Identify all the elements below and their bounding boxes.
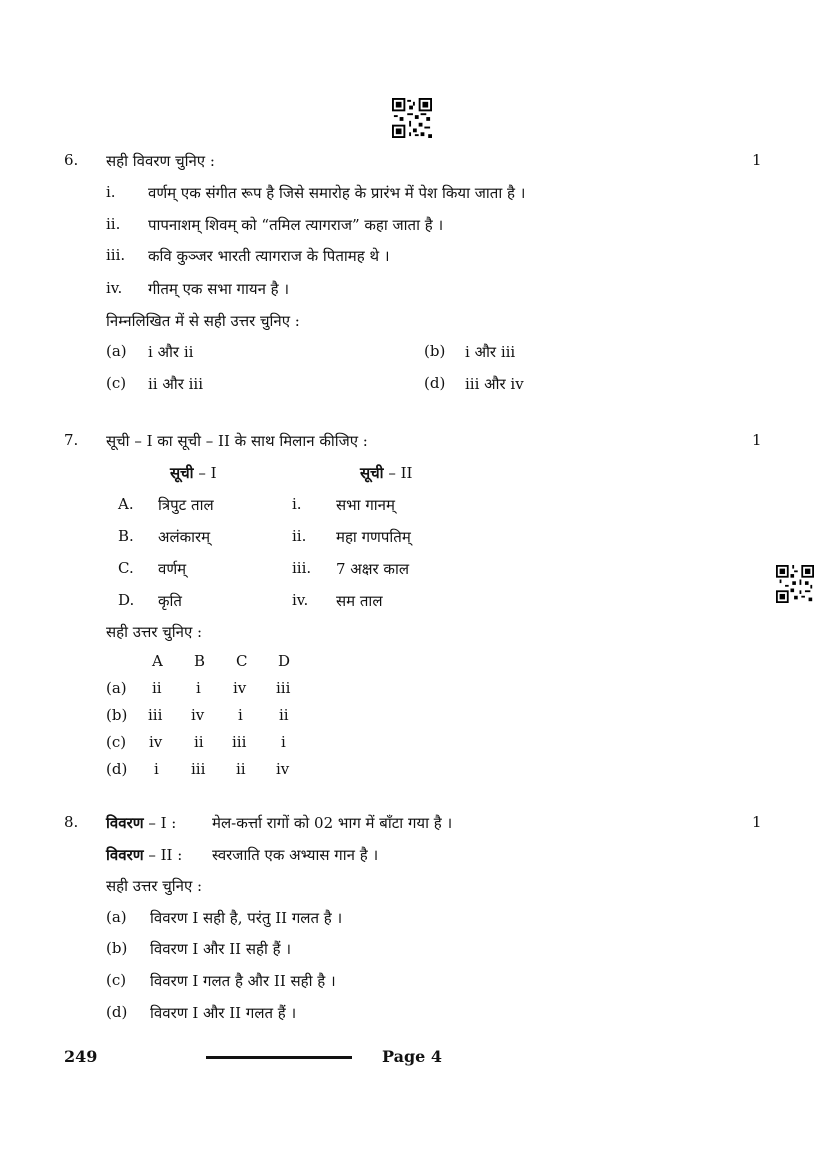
- q6-prompt: निम्नलिखित में से सही उत्तर चुनिए :: [106, 312, 300, 330]
- q7-grid-cell: iii: [191, 760, 206, 778]
- q8-option-label: (a): [106, 908, 127, 926]
- q6-statement-label: ii.: [106, 215, 121, 233]
- q7-grid-cell: iv: [233, 679, 247, 697]
- q6-option-label: (c): [106, 374, 127, 392]
- q7-list2-heading: [360, 463, 412, 483]
- q8-option-label: (d): [106, 1003, 128, 1021]
- q7-list2-heading-bold: सूची: [360, 464, 384, 482]
- q7-grid-cell: iii: [232, 733, 247, 751]
- q8-option-label: (c): [106, 971, 127, 989]
- q6-statement-text: वर्णम् एक संगीत रूप है जिसे समारोह के प्रारंभ में पेश किया जाता है ।: [148, 184, 526, 202]
- qr-code-top: [392, 98, 432, 138]
- q8-prompt: सही उत्तर चुनिए :: [106, 877, 203, 895]
- q7-grid-option-label: (c): [106, 733, 127, 751]
- q7-grid-option-label: (d): [106, 760, 128, 778]
- q7-grid-cell: i: [238, 706, 243, 724]
- q8-statement1-bold: विवरण: [106, 814, 144, 832]
- q7-left-item: कृति: [158, 592, 182, 610]
- q6-option-text: iii और iv: [465, 375, 524, 393]
- q7-right-item: सम ताल: [336, 592, 383, 610]
- q6-statement-text: कवि कुञ्जर भारती त्यागराज के पितामह थे ।: [148, 247, 390, 265]
- q8-statement1-label: [106, 813, 176, 833]
- q7-list1-heading: [170, 463, 217, 483]
- q6-statement-label: i.: [106, 183, 116, 201]
- q7-stem: सूची – I का सूची – II के साथ मिलान कीजिए :: [106, 432, 368, 450]
- q7-right-item: महा गणपतिम्: [336, 528, 411, 546]
- q6-option-label: (a): [106, 342, 127, 360]
- q6-statement-label: iii.: [106, 246, 126, 264]
- paper-code: 249: [64, 1047, 98, 1066]
- q6-option-label: (d): [424, 374, 446, 392]
- q7-grid-cell: iv: [149, 733, 163, 751]
- q7-grid-option-label: (a): [106, 679, 127, 697]
- q7-grid-header: B: [194, 652, 206, 670]
- q7-left-label: A.: [118, 495, 134, 513]
- q8-statement2-label: [106, 845, 182, 865]
- q7-grid-cell: ii: [152, 679, 162, 697]
- q7-left-item: त्रिपुट ताल: [158, 496, 214, 514]
- q6-option-label: (b): [424, 342, 446, 360]
- q7-right-item: सभा गानम्: [336, 496, 395, 514]
- q6-option-text: i और ii: [148, 343, 194, 361]
- q7-grid-cell: iii: [148, 706, 163, 724]
- q6-statement-text: पापनाशम् शिवम् को “तमिल त्यागराज” कहा जाता है ।: [148, 216, 444, 234]
- q7-grid-cell: ii: [279, 706, 289, 724]
- q7-grid-header: C: [236, 652, 248, 670]
- q7-grid-header: D: [278, 652, 291, 670]
- q7-grid-cell: ii: [236, 760, 246, 778]
- q7-right-label: ii.: [292, 527, 307, 545]
- footer-divider: [206, 1056, 352, 1059]
- q7-grid-cell: i: [154, 760, 159, 778]
- q7-marks: 1: [752, 431, 762, 449]
- q8-option-text: विवरण I गलत है और II सही है ।: [150, 972, 336, 990]
- page-number: Page 4: [382, 1047, 443, 1066]
- qr-code-graphic: [776, 565, 814, 603]
- q6-marks: 1: [752, 151, 762, 169]
- q6-option-text: i और iii: [465, 343, 516, 361]
- q7-grid-header: A: [152, 652, 163, 670]
- q6-statement-text: गीतम् एक सभा गायन है ।: [148, 280, 290, 298]
- q7-list1-heading-bold: सूची: [170, 464, 194, 482]
- q8-statement2-bold: विवरण: [106, 846, 144, 864]
- q7-left-item: वर्णम्: [158, 560, 187, 578]
- q7-list1-heading-rest: – I: [193, 464, 217, 482]
- q7-grid-cell: iv: [276, 760, 290, 778]
- q7-list2-heading-rest: – II: [383, 464, 413, 482]
- q7-left-label: B.: [118, 527, 134, 545]
- q6-statement-label: iv.: [106, 279, 123, 297]
- q7-left-item: अलंकारम्: [158, 528, 211, 546]
- q8-statement2-suffix: – II :: [143, 846, 183, 864]
- q6-stem: सही विवरण चुनिए :: [106, 152, 215, 170]
- q8-option-text: विवरण I और II गलत हैं ।: [150, 1004, 297, 1022]
- q7-grid-cell: iii: [276, 679, 291, 697]
- q6-option-text: ii और iii: [148, 375, 204, 393]
- q7-number: 7.: [64, 431, 79, 449]
- q7-right-label: iv.: [292, 591, 309, 609]
- q8-statement1-text: मेल-कर्त्ता रागों को 02 भाग में बाँटा गया है ।: [212, 814, 453, 832]
- q6-number: 6.: [64, 151, 79, 169]
- q7-grid-cell: ii: [194, 733, 204, 751]
- q7-right-label: iii.: [292, 559, 312, 577]
- q8-statement2-text: स्वरजाति एक अभ्यास गान है ।: [212, 846, 379, 864]
- q7-right-label: i.: [292, 495, 302, 513]
- qr-code-graphic: [392, 98, 432, 138]
- q8-marks: 1: [752, 813, 762, 831]
- q8-number: 8.: [64, 813, 79, 831]
- q7-prompt: सही उत्तर चुनिए :: [106, 623, 203, 641]
- q7-grid-option-label: (b): [106, 706, 128, 724]
- q8-option-text: विवरण I सही है, परंतु II गलत है ।: [150, 909, 343, 927]
- q7-right-item: 7 अक्षर काल: [336, 560, 410, 578]
- q7-grid-cell: i: [196, 679, 201, 697]
- q7-grid-cell: i: [281, 733, 286, 751]
- qr-code-side: [776, 565, 814, 603]
- q7-left-label: D.: [118, 591, 135, 609]
- q7-grid-cell: iv: [191, 706, 205, 724]
- q8-option-label: (b): [106, 939, 128, 957]
- q8-option-text: विवरण I और II सही हैं ।: [150, 940, 292, 958]
- q8-statement1-suffix: – I :: [143, 814, 177, 832]
- q7-left-label: C.: [118, 559, 134, 577]
